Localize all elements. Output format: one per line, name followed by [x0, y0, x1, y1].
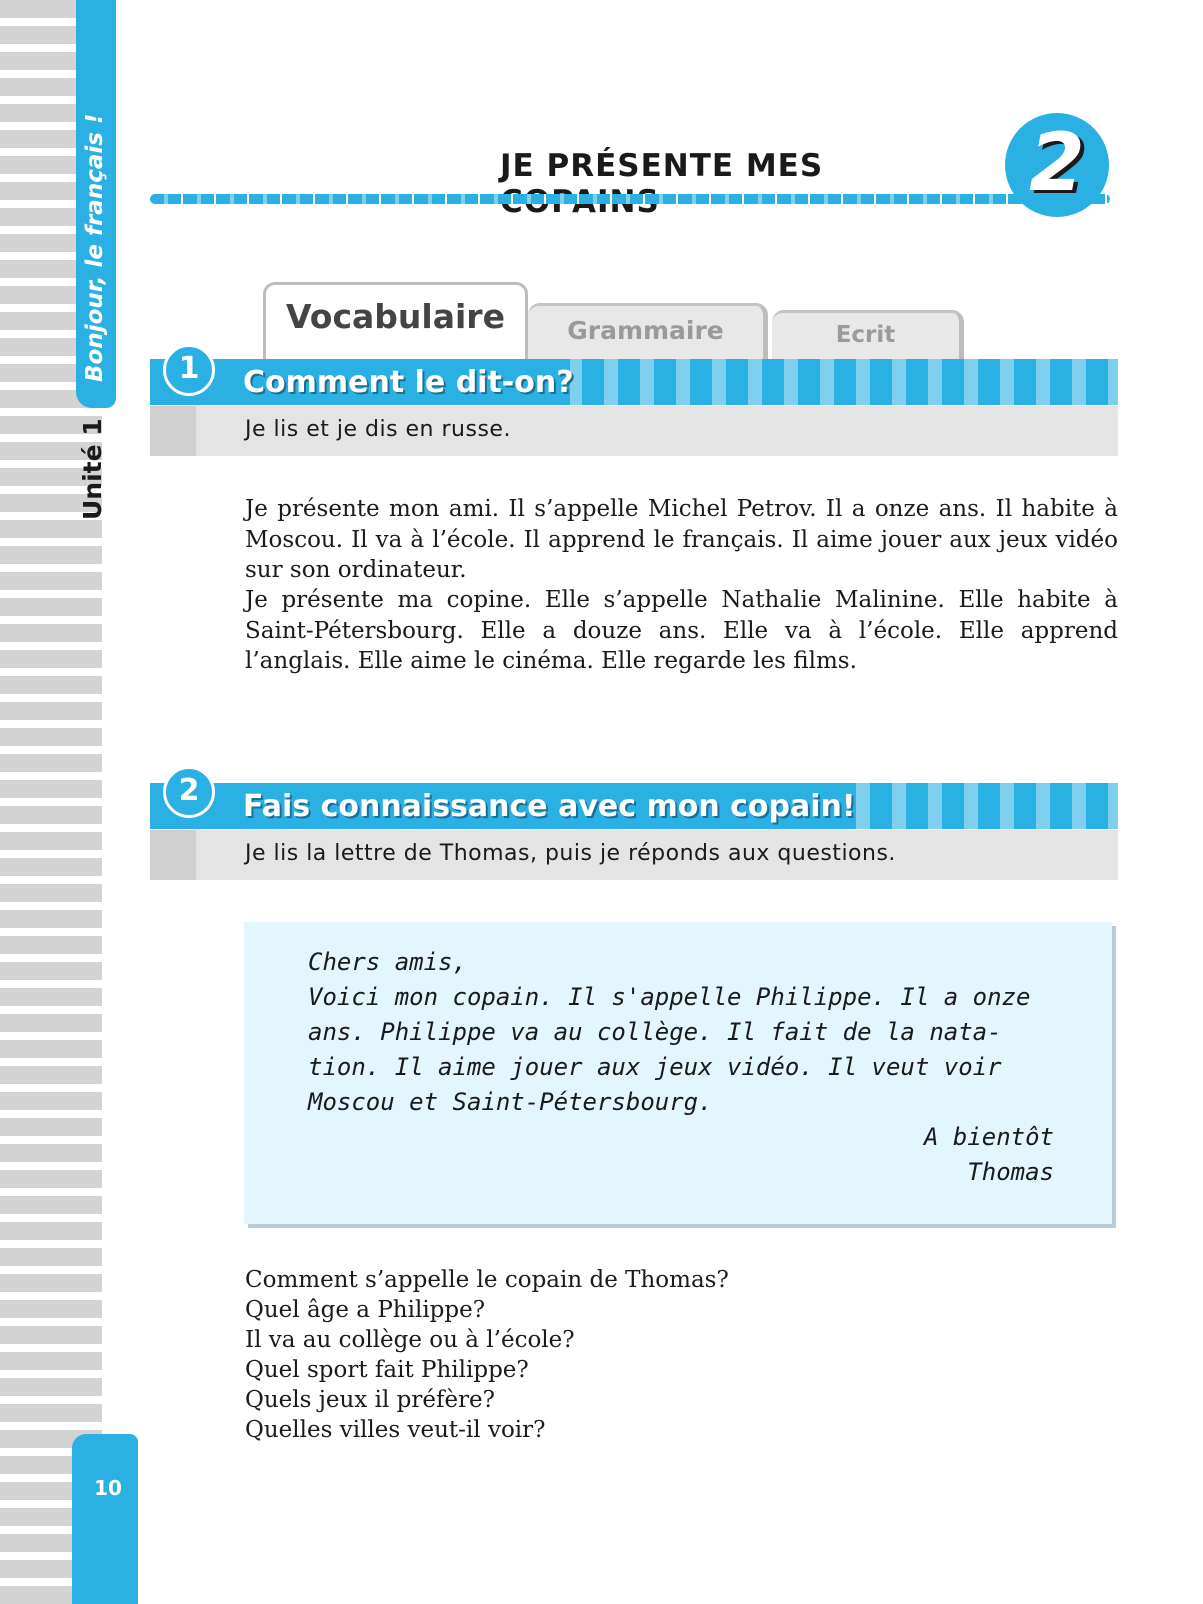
exercise-2-number: 2 — [163, 766, 215, 818]
spine-title: Bonjour, le français ! — [82, 113, 108, 382]
exercise-1-paragraph-2: Je présente ma copine. Elle s’appelle Nathalie Malinine. Elle habite à Saint-Pétersbourg. Elle a douze ans. Elle va à l’école. Elle apprend l’anglais. Elle aime le cinéma. Elle regarde les films. — [245, 587, 1118, 674]
question-item: Quel âge a Philippe? — [245, 1297, 486, 1323]
page-number: 10 — [94, 1476, 122, 1500]
tab-grammaire[interactable]: Grammaire — [528, 303, 768, 359]
exercise-1-title: Comment le dit-on? — [243, 365, 574, 400]
page-title: JE PRÉSENTE MES — [500, 148, 824, 184]
letter-line: ans. Philippe va au collège. Il fait de la nata- — [308, 1018, 1002, 1046]
letter-card — [244, 922, 1112, 1224]
exercise-1-instruction: Je lis et je dis en russe. — [245, 417, 511, 442]
letter-closing: A bientôt — [923, 1123, 1054, 1151]
tab-vocabulaire[interactable]: Vocabulaire — [263, 282, 528, 359]
page-number-badge — [72, 1434, 138, 1604]
exercise-2-title: Fais connaissance avec mon copain! — [243, 789, 856, 824]
unit-number-badge — [1005, 113, 1109, 217]
letter-line: Chers amis, — [308, 948, 467, 976]
exercise-2-instruction: Je lis la lettre de Thomas, puis je réponds aux questions. — [245, 841, 896, 866]
question-item: Il va au collège ou à l’école? — [245, 1327, 575, 1353]
letter-line: Moscou et Saint-Pétersbourg. — [308, 1088, 713, 1116]
exercise-1-number: 1 — [163, 344, 215, 396]
letter-line: tion. Il aime jouer aux jeux vidéo. Il veut voir — [308, 1053, 1002, 1081]
tab-ecrit[interactable]: Ecrit — [772, 310, 964, 359]
question-item: Comment s’appelle le copain de Thomas? — [245, 1267, 729, 1293]
letter-signature: Thomas — [967, 1158, 1054, 1186]
letter-line: Voici mon copain. Il s'appelle Philippe. Il a onze — [308, 983, 1031, 1011]
question-item: Quel sport fait Philippe? — [245, 1357, 529, 1383]
exercise-1-paragraph-1: Je présente mon ami. Il s’appelle Michel Petrov. Il a onze ans. Il habite à Moscou. Il va à l’école. Il apprend le français. Il aime jouer aux jeux vidéo sur son ordinateur. — [245, 496, 1118, 583]
unit-label: Unité 1 — [78, 418, 107, 520]
title-underline — [150, 194, 1110, 204]
question-item: Quels jeux il préfère? — [245, 1387, 496, 1413]
unit-number: 2 — [1029, 116, 1085, 209]
question-item: Quelles villes veut-il voir? — [245, 1417, 546, 1443]
